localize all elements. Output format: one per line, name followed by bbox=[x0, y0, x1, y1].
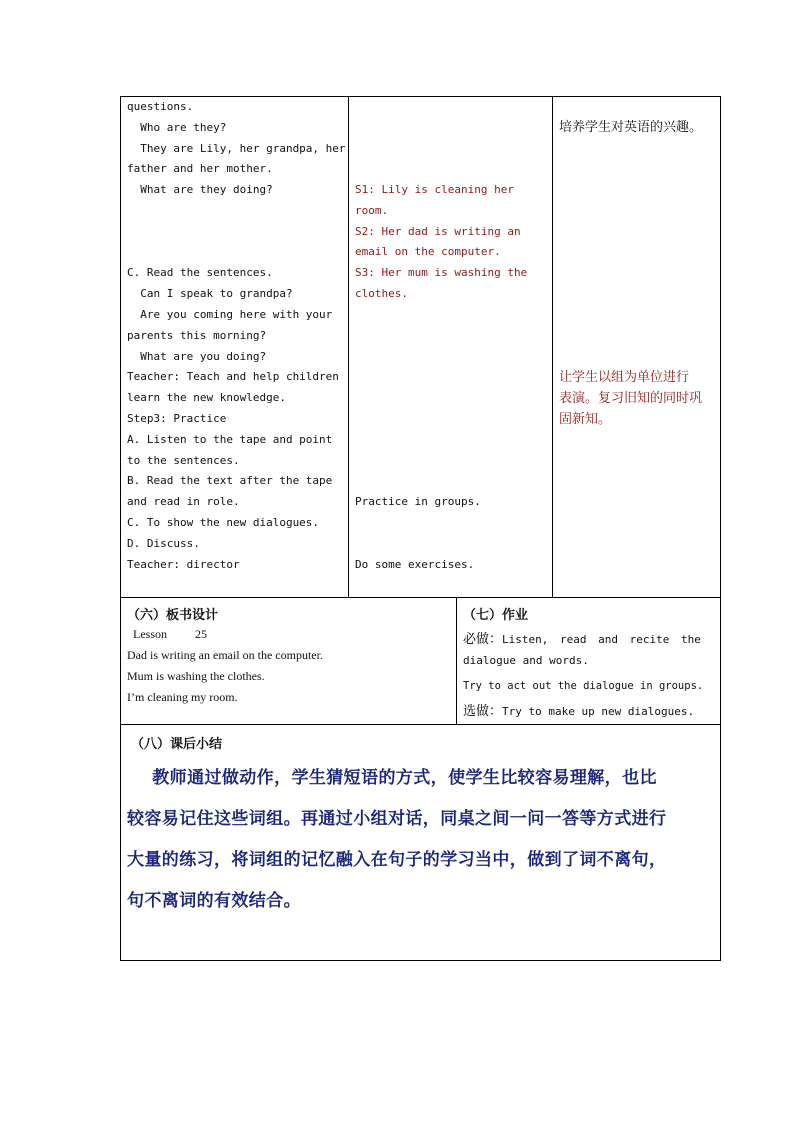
practice-in-groups: Practice in groups. bbox=[355, 495, 481, 508]
homework-heading: （七）作业 bbox=[463, 608, 529, 623]
teacher-line: Who are they? bbox=[127, 120, 227, 134]
group-performance-note bbox=[559, 368, 702, 430]
teacher-line: B. Read the text after the tape bbox=[127, 474, 333, 488]
required-homework bbox=[463, 628, 701, 651]
group-homework: Try to act out the dialogue in groups. bbox=[463, 680, 704, 692]
summary-heading: （八）课后小结 bbox=[131, 737, 223, 752]
lesson-number: 25 bbox=[195, 627, 207, 641]
summary-text bbox=[127, 758, 717, 922]
board-design-heading: （六）板书设计 bbox=[127, 608, 219, 623]
required-text: Listen, read and recite the bbox=[502, 633, 701, 646]
teacher-line bbox=[127, 243, 345, 264]
teacher-line bbox=[127, 222, 345, 243]
answer-line: S1: Lily is cleaning her bbox=[355, 183, 514, 196]
answer-line: S2: Her dad is writing an bbox=[355, 224, 521, 238]
board-line: I’m cleaning my room. bbox=[127, 690, 238, 704]
note-line: 表演。复习旧知的同时巩 bbox=[559, 390, 703, 406]
board-line: Dad is writing an email on the computer. bbox=[127, 648, 323, 662]
required-text-cont: dialogue and words. bbox=[463, 654, 589, 667]
do-exercises: Do some exercises. bbox=[355, 558, 475, 571]
teacher-activity-text bbox=[127, 97, 345, 575]
teacher-line: Are you coming here with your bbox=[127, 307, 333, 321]
answer-line: S3: Her mum is washing the bbox=[355, 266, 528, 280]
answer-line: room. bbox=[355, 203, 389, 217]
note-line: 固新知。 bbox=[559, 411, 612, 427]
teacher-line: and read in role. bbox=[127, 495, 240, 509]
teacher-line: Step3: Practice bbox=[127, 411, 227, 425]
note-line: 让学生以组为单位进行 bbox=[559, 370, 690, 385]
required-label: 必做： bbox=[463, 632, 503, 647]
teacher-line: questions. bbox=[127, 100, 194, 113]
summary-line: 句不离词的有效结合。 bbox=[127, 891, 301, 911]
optional-label: 选做： bbox=[463, 704, 503, 719]
teacher-line: D. Discuss. bbox=[127, 536, 200, 550]
optional-homework bbox=[463, 700, 694, 723]
teacher-line: What are they doing? bbox=[127, 183, 273, 197]
teacher-line: father and her mother. bbox=[127, 162, 273, 176]
summary-line: 大量的练习，将词组的记忆融入在句子的学习当中，做到了词不离句， bbox=[127, 850, 667, 870]
design-intent-cell bbox=[552, 96, 721, 598]
teacher-line: Teacher: Teach and help children bbox=[127, 370, 339, 384]
summary-line: 教师通过做动作，学生猜短语的方式，使学生比较容易理解，也比 bbox=[127, 768, 657, 788]
lesson-label: Lesson bbox=[133, 627, 167, 641]
teacher-line: Teacher: director bbox=[127, 557, 240, 571]
interest-note: 培养学生对英语的兴趣。 bbox=[559, 120, 703, 135]
teacher-line bbox=[127, 201, 345, 222]
teacher-line: C. Read the sentences. bbox=[127, 266, 273, 280]
teacher-line: Can I speak to grandpa? bbox=[127, 287, 293, 301]
student-activity-cell bbox=[348, 96, 553, 598]
teacher-line: C. To show the new dialogues. bbox=[127, 515, 320, 529]
teacher-line: A. Listen to the tape and point bbox=[127, 432, 333, 446]
answer-line: clothes. bbox=[355, 287, 408, 300]
teacher-line: parents this morning? bbox=[127, 328, 267, 342]
summary-line: 较容易记住这些词组。再通过小组对话，同桌之间一问一答等方式进行 bbox=[127, 809, 667, 829]
teacher-line: What are you doing? bbox=[127, 349, 267, 363]
optional-text: Try to make up new dialogues. bbox=[502, 705, 695, 718]
teacher-line: learn the new knowledge. bbox=[127, 391, 286, 405]
teacher-line: They are Lily, her grandpa, her bbox=[127, 141, 346, 155]
board-line: Mum is washing the clothes. bbox=[127, 669, 265, 683]
answer-line: email on the computer. bbox=[355, 245, 501, 259]
teacher-line: to the sentences. bbox=[127, 453, 240, 467]
